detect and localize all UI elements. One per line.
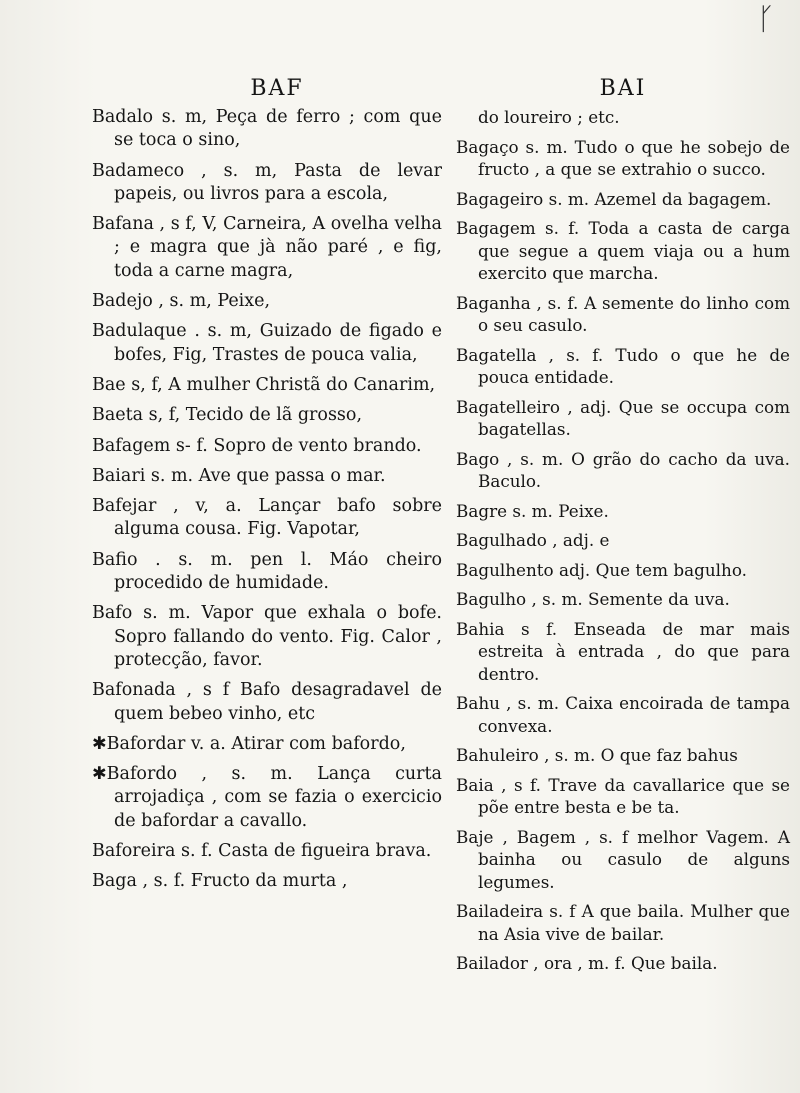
dictionary-entry: Badalo s. m, Peça de ferro ; com que se toca o sino,: [92, 107, 442, 151]
right-column-header: BAI: [599, 76, 647, 101]
dictionary-entry: Bahia s f. Enseada de mar mais estreita à entrada , do que para dentro.: [456, 618, 790, 684]
dictionary-entry: Baga , s. f. Fructo da murta ,: [92, 871, 348, 892]
dictionary-entry: ✱Bafordar v. a. Atirar com bafordo,: [92, 733, 406, 754]
dictionary-entry: Baje , Bagem , s. f melhor Vagem. A bainha ou casulo de alguns legumes.: [456, 826, 790, 892]
dictionary-entry: Bagatelleiro , adj. Que se occupa com bagatellas.: [456, 396, 790, 439]
dictionary-entry: Bae s, f, A mulher Christã do Canarim,: [92, 374, 436, 395]
left-column: [92, 72, 442, 901]
dictionary-entry: Bagatella , s. f. Tudo o que he de pouca entidade.: [456, 344, 790, 387]
dictionary-entry: Bagagem s. f. Toda a casta de carga que segue a quem viaja ou a hum exercito que marcha.: [456, 218, 790, 283]
dictionary-entry: ✱Bafordo , s. m. Lança curta arrojadiça , com se fazia o exercicio de bafordar a cavallo.: [92, 764, 442, 831]
dictionary-entry: Bagulhado , adj. e: [456, 530, 610, 550]
dictionary-entry: Baia , s f. Trave da cavallarice que se põe entre besta e be ta.: [456, 774, 790, 817]
dictionary-entry: Bagageiro s. m. Azemel da bagagem.: [456, 188, 772, 209]
dictionary-entry: Bago , s. m. O grão do cacho da uva. Baculo.: [456, 448, 790, 491]
dictionary-entry: Bahuleiro , s. m. O que faz bahus: [456, 745, 738, 765]
dictionary-entry: Baeta s, f, Tecido de lã grosso,: [92, 405, 363, 426]
dictionary-entry: Bafagem s- f. Sopro de vento brando.: [92, 435, 422, 456]
right-column: [456, 72, 790, 982]
left-column-header: BAF: [250, 76, 304, 101]
dictionary-entry-continuation: do loureiro ; etc.: [478, 107, 620, 127]
dictionary-entry: Bagulhento adj. Que tem bagulho.: [456, 559, 747, 580]
dictionary-entry: Bafejar , v, a. Lançar bafo sobre alguma cousa. Fig. Vapotar,: [92, 496, 442, 540]
dictionary-entry: Bahu , s. m. Caixa encoirada de tampa convexa.: [456, 693, 790, 736]
dictionary-entry: Bailador , ora , m. f. Que baila.: [456, 953, 718, 973]
corner-mark: ᚴ: [757, 2, 775, 37]
dictionary-entry: Bafonada , s f Bafo desagradavel de quem bebeo vinho, etc: [92, 680, 442, 724]
dictionary-entry: Bafo s. m. Vapor que exhala o bofe. Sopro fallando do vento. Fig. Calor , protecção, favor.: [92, 603, 442, 670]
dictionary-entry: Baganha , s. f. A semente do linho com o seu casulo.: [456, 292, 790, 335]
dictionary-entry: Bagaço s. m. Tudo o que he sobejo de fructo , a que se extrahio o succo.: [456, 136, 790, 179]
dictionary-entry: Badulaque . s. m, Guizado de figado e bofes, Fig, Trastes de pouca valia,: [92, 321, 442, 365]
dictionary-entry: Baiari s. m. Ave que passa o mar.: [92, 465, 386, 486]
dictionary-entry: Bagre s. m. Peixe.: [456, 500, 609, 521]
dictionary-entry: Bagulho , s. m. Semente da uva.: [456, 589, 730, 609]
dictionary-entry: Bafio . s. m. pen l. Máo cheiro procedido de humidade.: [92, 549, 442, 594]
dictionary-entry: Badameco , s. m, Pasta de levar papeis, ou livros para a escola,: [92, 160, 442, 204]
dictionary-entry: Baforeira s. f. Casta de figueira brava.: [92, 841, 432, 862]
dictionary-entry: Bafana , s f, V, Carneira, A ovelha velha ; e magra que jà não paré , e fig, toda a carne magra,: [92, 214, 442, 281]
dictionary-entry: Bailadeira s. f A que baila. Mulher que na Asia vive de bailar.: [456, 901, 790, 944]
dictionary-entry: Badejo , s. m, Peixe,: [92, 291, 271, 312]
